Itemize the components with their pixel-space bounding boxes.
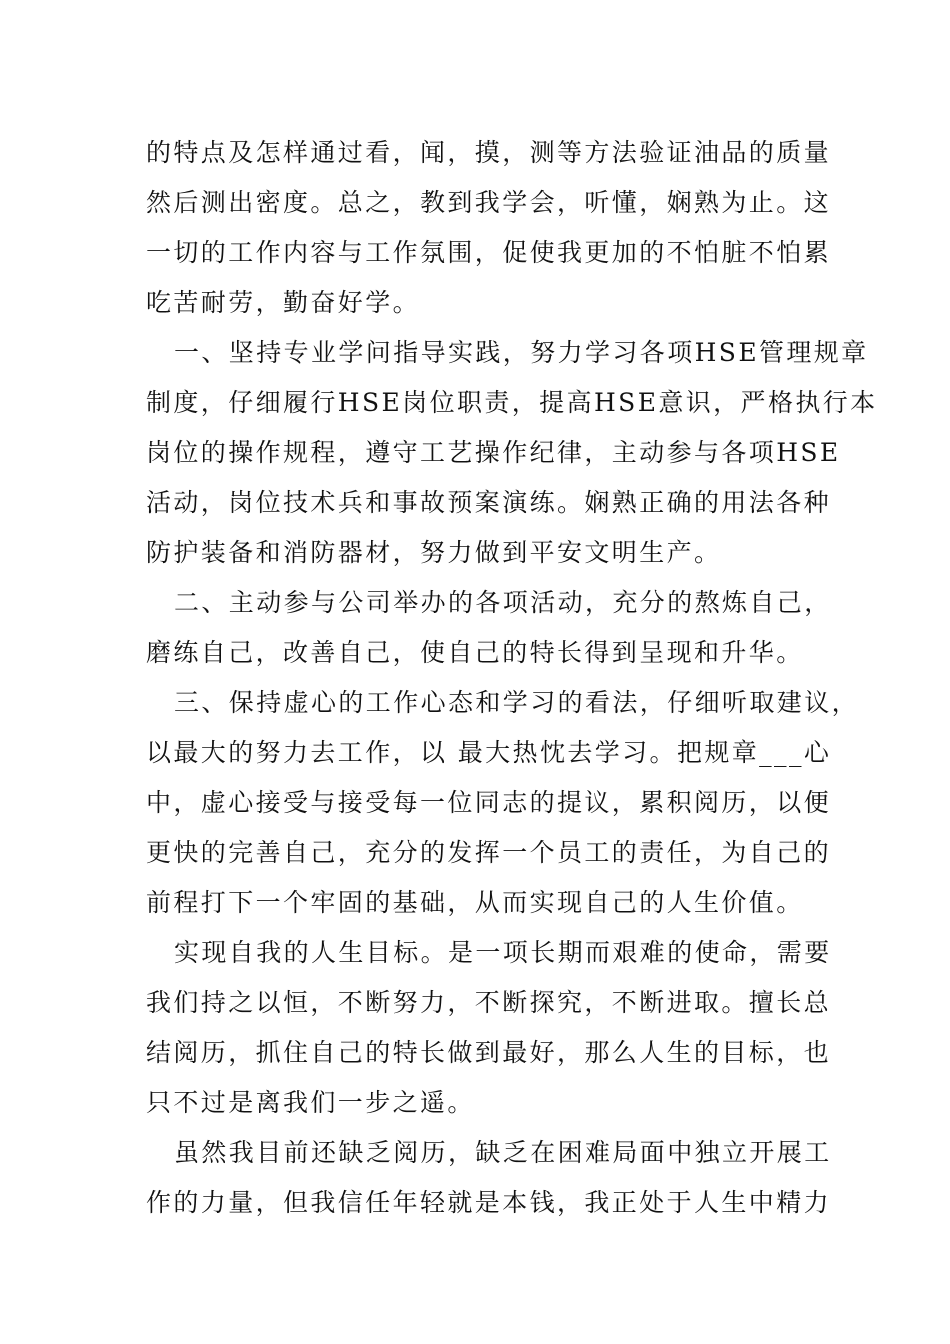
text-line: 磨练自己，改善自己，使自己的特长得到呈现和升华。 <box>146 638 804 667</box>
text-line: 虽然我目前还缺乏阅历，缺乏在困难局面中独立开展工 <box>174 1138 832 1167</box>
text-line: 一切的工作内容与工作氛围，促使我更加的不怕脏不怕累 <box>146 238 832 267</box>
document-body <box>146 128 878 1228</box>
text-line: 制度，仔细履行HSE岗位职责，提高HSE意识，严格执行本 <box>146 388 878 417</box>
text-line: 防护装备和消防器材，努力做到平安文明生产。 <box>146 538 722 567</box>
text-line: 实现自我的人生目标。是一项长期而艰难的使命，需要 <box>174 938 832 967</box>
text-line: 三、保持虚心的工作心态和学习的看法，仔细听取建议， <box>174 688 860 717</box>
text-line: 前程打下一个牢固的基础，从而实现自己的人生价值。 <box>146 888 804 917</box>
text-line: 我们持之以恒，不断努力，不断探究，不断进取。擅长总 <box>146 988 832 1017</box>
text-line: 岗位的操作规程，遵守工艺操作纪律，主动参与各项HSE <box>146 438 841 467</box>
text-line: 中，虚心接受与接受每一位同志的提议，累积阅历，以便 <box>146 788 832 817</box>
text-line: 更快的完善自己，充分的发挥一个员工的责任，为自己的 <box>146 838 832 867</box>
text-line: 作的力量，但我信任年轻就是本钱，我正处于人生中精力 <box>146 1188 832 1217</box>
text-line: 吃苦耐劳，勤奋好学。 <box>146 288 421 317</box>
text-line: 二、主动参与公司举办的各项活动，充分的熬炼自己， <box>174 588 832 617</box>
text-line: 活动，岗位技术兵和事故预案演练。娴熟正确的用法各种 <box>146 488 832 517</box>
text-line: 的特点及怎样通过看，闻，摸，测等方法验证油品的质量 <box>146 138 832 167</box>
text-line: 只不过是离我们一步之遥。 <box>146 1088 475 1117</box>
text-line: 然后测出密度。总之，教到我学会，听懂，娴熟为止。这 <box>146 188 832 217</box>
text-line: 一、坚持专业学问指导实践，努力学习各项HSE管理规章 <box>174 338 869 367</box>
text-line: 以最大的努力去工作，以 最大热忱去学习。把规章___心 <box>146 738 832 767</box>
text-line: 结阅历，抓住自己的特长做到最好，那么人生的目标，也 <box>146 1038 832 1067</box>
